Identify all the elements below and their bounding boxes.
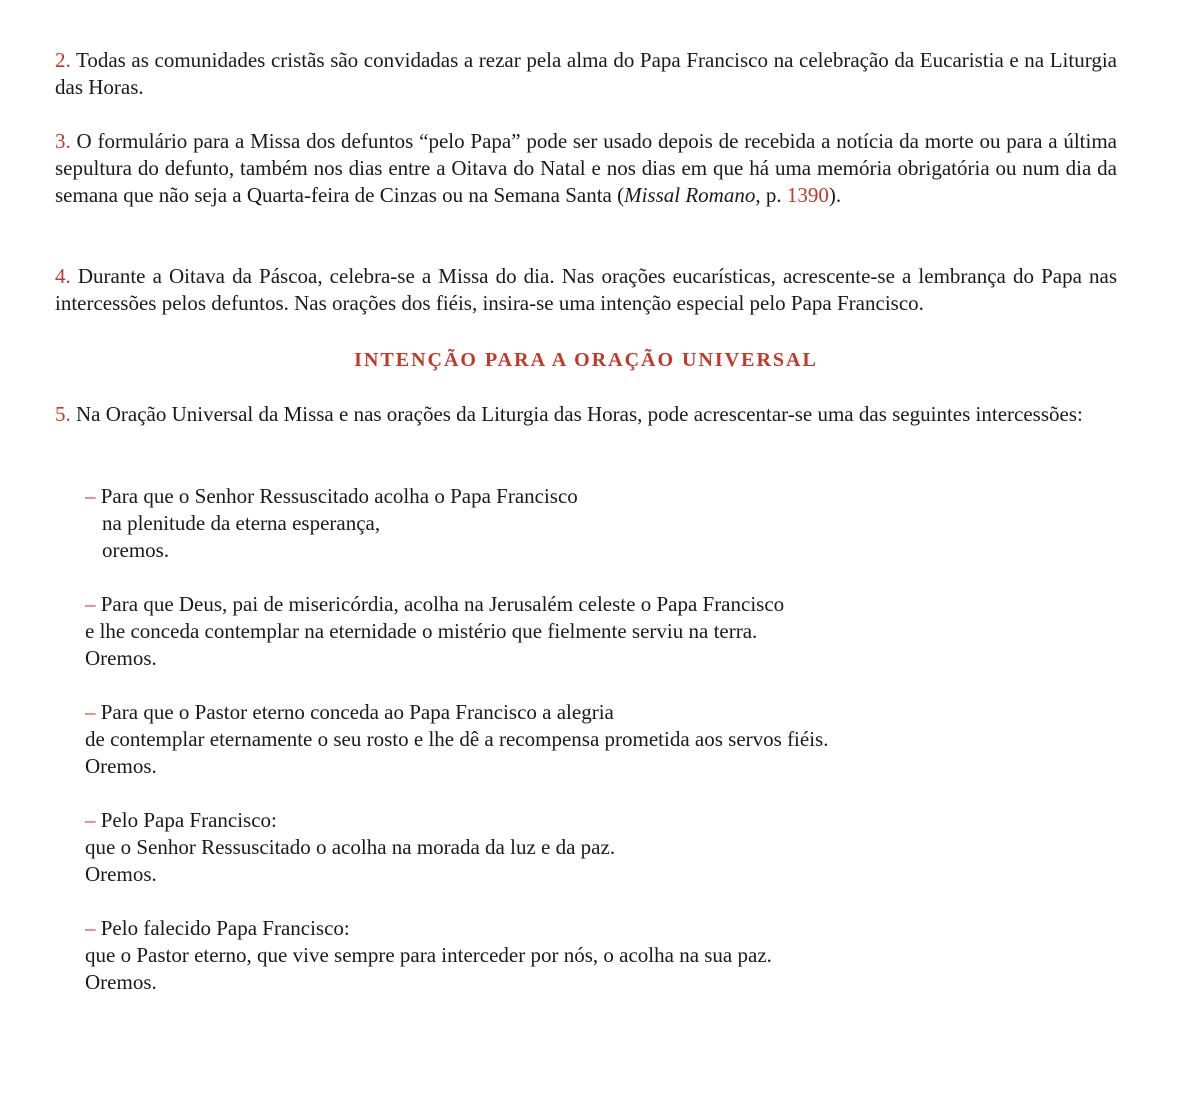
intercession-line: na plenitude da eterna esperança, [102,511,381,535]
intercession-line: Pelo Papa Francisco: [100,808,277,832]
intercession-3 [85,699,1115,780]
intercession-1 [85,483,1115,564]
dash-marker: – [85,808,96,832]
paragraph-number: 3. [55,129,71,153]
paragraph-text: , p. [755,183,787,207]
intercession-line: Para que o Senhor Ressuscitado acolha o Papa Francisco [100,484,578,508]
intercession-response: oremos. [102,538,170,562]
intercession-line: Para que Deus, pai de misericórdia, acolha na Jerusalém celeste o Papa Francisco [100,592,785,616]
intercession-line: que o Senhor Ressuscitado o acolha na morada da luz e da paz. [85,835,616,859]
dash-marker: – [85,700,96,724]
dash-marker: – [85,484,96,508]
missal-title: Missal Romano [624,183,756,207]
page-reference-link[interactable]: 1390 [786,183,829,207]
paragraph-3 [55,128,1117,209]
dash-marker: – [85,592,96,616]
paragraph-number: 5. [55,402,71,426]
intercession-response: Oremos. [85,754,157,778]
paragraph-4 [55,263,1117,317]
paragraph-number: 4. [55,264,71,288]
intercession-response: Oremos. [85,970,157,994]
section-heading: INTENÇÃO PARA A ORAÇÃO UNIVERSAL [354,349,818,371]
intercession-4 [85,807,1115,888]
intercession-line: que o Pastor eterno, que vive sempre para interceder por nós, o acolha na sua paz. [85,943,772,967]
paragraph-text: Durante a Oitava da Páscoa, celebra-se a Missa do dia. Nas orações eucarísticas, acrescente-se a lembrança do Papa nas intercessões pelos defuntos. Nas orações dos fiéis, insira-se uma intenção especial pelo Papa Francisco. [55,264,1117,315]
intercession-line: de contemplar eternamente o seu rosto e lhe dê a recompensa prometida aos servos fiéis. [85,727,829,751]
intercession-response: Oremos. [85,646,157,670]
paragraph-number: 2. [55,48,71,72]
intercession-line: Pelo falecido Papa Francisco: [100,916,350,940]
paragraph-text: O formulário para a Missa dos defuntos “pelo Papa” pode ser usado depois de recebida a notícia da morte ou para a última sepultura do defunto, também nos dias entre a Oitava do Natal e nos dias em que há uma memória obrigatória ou num dia da semana que não seja a Quarta-feira de Cinzas ou na Semana Santa ( [55,129,1117,207]
intercession-5 [85,915,1115,996]
intercession-line: e lhe conceda contemplar na eternidade o mistério que fielmente serviu na terra. [85,619,758,643]
paragraph-text: ). [828,183,842,207]
dash-marker: – [85,916,96,940]
intercession-line: Para que o Pastor eterno conceda ao Papa Francisco a alegria [100,700,614,724]
paragraph-2 [55,47,1117,101]
paragraph-5 [55,401,1117,428]
paragraph-text: Na Oração Universal da Missa e nas orações da Liturgia das Horas, pode acrescentar-se uma das seguintes intercessões: [70,402,1083,426]
paragraph-text: Todas as comunidades cristãs são convidadas a rezar pela alma do Papa Francisco na celebração da Eucaristia e na Liturgia das Horas. [55,48,1117,99]
intercession-2 [85,591,1115,672]
intercession-response: Oremos. [85,862,157,886]
